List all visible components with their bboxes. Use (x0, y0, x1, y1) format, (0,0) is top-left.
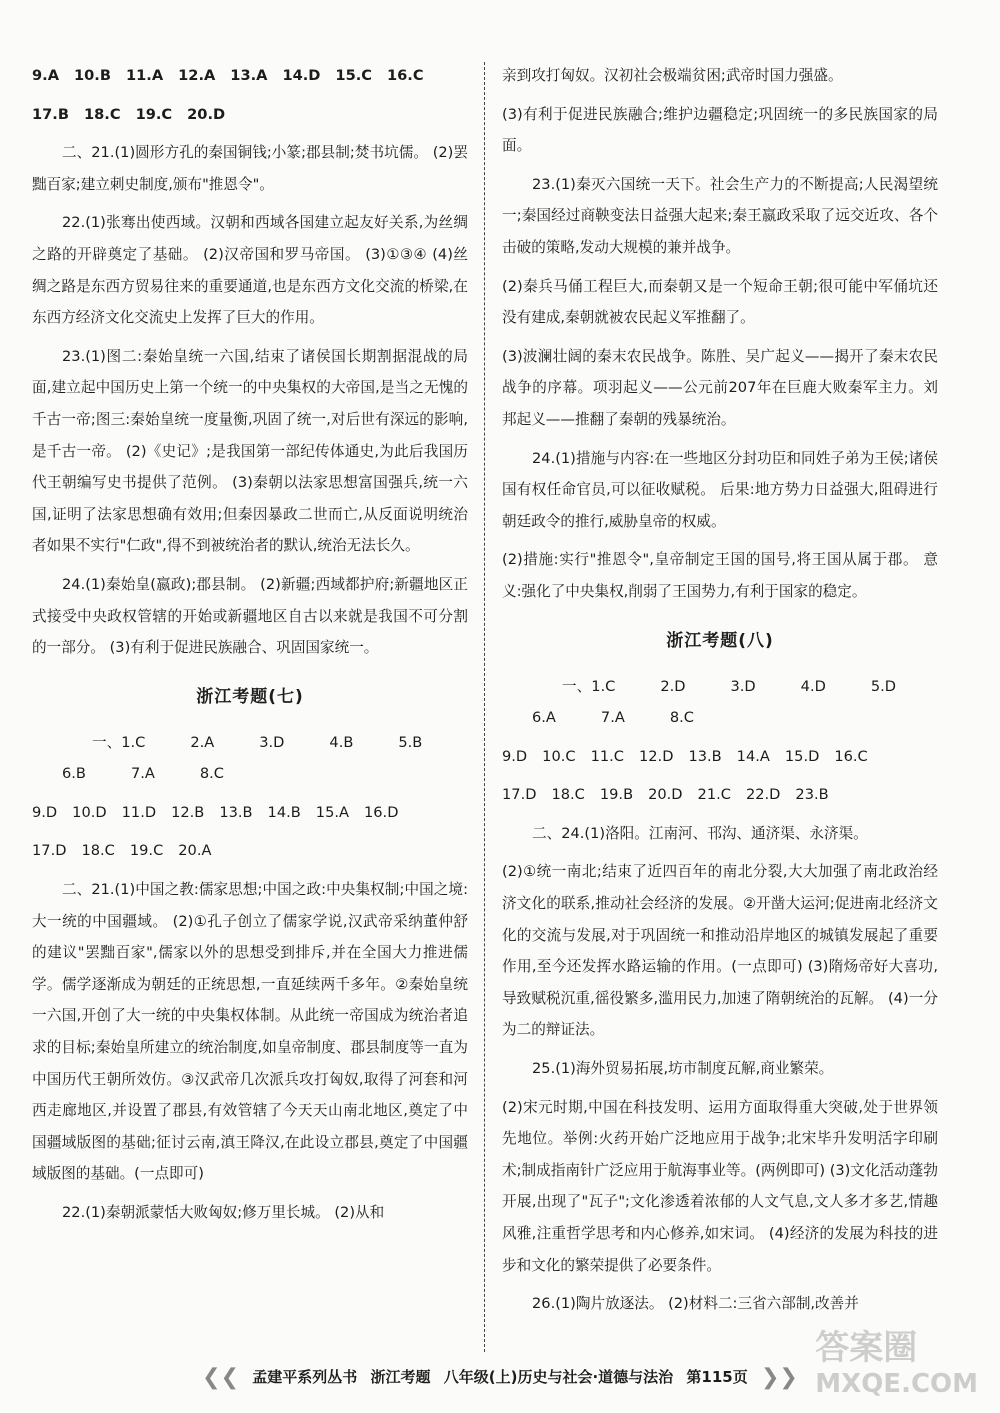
answer-paragraph: 24.(1)措施与内容:在一些地区分封功臣和同姓子弟为王侯;诸侯国有权任命官员,可以征收赋税。 后果:地方势力日益强大,阻碍进行朝廷政令的推行,威胁皇帝的权威。 (502, 449, 938, 530)
answer-item: 9.D (502, 747, 528, 765)
answer-item: 19.B (599, 786, 634, 804)
left-column (32, 60, 468, 1236)
answer-row (32, 797, 468, 829)
right-ornament-icon: ❯❯ (760, 1365, 798, 1390)
answer-row (502, 671, 938, 734)
answer-item: 5.B (398, 733, 423, 751)
answer-item: 13.B (219, 803, 253, 821)
answer-paragraph: (3)有利于促进民族融合;维护边疆稳定;巩固统一的多民族国家的局面。 (502, 105, 938, 155)
answer-item: 10.D (72, 803, 107, 821)
answer-item: 14.D (282, 67, 321, 84)
answer-item: 12.B (171, 803, 205, 821)
right-column (502, 60, 938, 1327)
answer-item: 16.C (834, 747, 868, 765)
section-heading: 浙江考题(八) (666, 630, 774, 651)
answer-row (32, 60, 468, 92)
answer-item: 7.A (600, 709, 625, 727)
answer-paragraph: 23.(1)图二:秦始皇统一六国,结束了诸侯国长期割据混战的局面,建立起中国历史上第一个统一的中央集权的大帝国,是当之无愧的千古一帝;图三:秦始皇统一度量衡,巩固了统一,对后世有深远的影响,是千古一帝。 (2)《史记》;是我国第一部纪传体通史,为此后我国历代王朝编写史书提供了范例。 (3)秦朝以法家思想富国强兵,统一六国,证明了法家思想确有效用;但秦因暴政二世而亡,从反面说明统治者如果不实行"仁政",得不到被统治者的默认,统治无法长久。 (32, 347, 468, 555)
answer-item: 4.D (800, 677, 826, 695)
answer-item: 23.B (795, 786, 829, 804)
answer-paragraph: 24.(1)秦始皇(嬴政);郡县制。 (2)新疆;西域都护府;新疆地区正式接受中央政权管辖的开始或新疆地区自古以来就是我国不可分割的一部分。 (3)有利于促进民族融合、巩固国家统一。 (32, 575, 468, 657)
watermark-line1: 答案圈 (815, 1328, 918, 1368)
answer-item: 4.B (329, 733, 354, 751)
answer-item: 一、1.C (562, 677, 616, 695)
answer-paragraph: (3)波澜壮阔的秦末农民战争。陈胜、吴广起义——揭开了秦末农民战争的序幕。项羽起义——公元前207年在巨鹿大败秦军主力。刘邦起义——推翻了秦朝的残暴统治。 (502, 347, 938, 428)
answer-item: 22.D (745, 786, 781, 804)
answer-paragraph: (2)秦兵马俑工程巨大,而秦朝又是一个短命王朝;很可能中军俑坑还没有建成,秦朝就被农民起义军推翻了。 (502, 277, 938, 327)
section-heading: 浙江考题(七) (196, 686, 304, 707)
answer-item: 17.B (32, 105, 69, 123)
answer-item: 18.C (551, 786, 585, 804)
answer-item: 18.C (83, 105, 121, 123)
answer-paragraph: 二、21.(1)中国之教:儒家思想;中国之政:中央集权制;中国之境:大一统的中国疆域。 (2)①孔子创立了儒家学说,汉武帝采纳董仲舒的建议"罢黜百家",儒家以外的思想受到排斥,并在全国大力推进儒学。儒学逐渐成为朝廷的正统思想,一直延续两千多年。②秦始皇统一六国,开创了大一统的中央集权体制。从此统一帝国成为统治者追求的目标;秦始皇所建立的统治制度,如皇帝制度、郡县制度等一直为中国历代王朝所效仿。③汉武帝几次派兵攻打匈奴,取得了河套和河西走廊地区,并设置了郡县,有效管辖了今天天山南北地区,奠定了中国疆域版图的基础;征讨云南,滇王降汉,在此设立郡县,奠定了中国疆域版图的基础。(一点即可) (32, 881, 468, 1183)
answer-paragraph: 亲到攻打匈奴。汉初社会极端贫困;武帝时国力强盛。 (502, 67, 843, 84)
answer-item: 7.A (130, 765, 155, 783)
answer-item: 14.A (736, 747, 770, 765)
watermark-line2: MXQE.COM (815, 1369, 978, 1399)
answer-paragraph: 22.(1)张骞出使西域。汉朝和西域各国建立起友好关系,为丝绸之路的开辟奠定了基础。 (2)汉帝国和罗马帝国。 (3)①③④ (4)丝绸之路是东西方贸易往来的重要通道,也是东西方文化交流的桥梁,在东西方经济文化交流史上发挥了巨大的作用。 (32, 214, 468, 327)
answer-item: 20.D (187, 105, 226, 123)
footer-series: 孟建平系列丛书 (252, 1368, 358, 1386)
answer-row (32, 99, 468, 131)
answer-item: 6.B (62, 765, 86, 783)
answer-paragraph: (2)措施:实行"推恩令",皇帝制定王国的国号,将王国从属于郡。 意义:强化了中央集权,削弱了王国势力,有利于国家的稳定。 (502, 551, 938, 600)
answer-item: 2.D (660, 677, 686, 695)
answer-paragraph: 二、21.(1)圆形方孔的秦国铜钱;小篆;郡县制;焚书坑儒。 (2)罢黜百家;建立刺史制度,颁布"推恩令"。 (32, 144, 468, 193)
answer-item: 13.A (230, 67, 268, 84)
answer-paragraph: 25.(1)海外贸易拓展,坊市制度瓦解,商业繁荣。 (532, 1060, 834, 1078)
answer-item: 21.C (697, 786, 731, 804)
answer-item: 6.A (532, 709, 556, 727)
answer-item: 15.C (335, 67, 372, 84)
answer-item: 20.A (178, 842, 212, 860)
answer-paragraph: 22.(1)秦朝派蒙恬大败匈奴;修万里长城。 (2)从和 (62, 1204, 385, 1221)
answer-item: 18.C (81, 842, 115, 860)
answer-item: 12.A (178, 67, 216, 84)
answer-paragraph: (2)①统一南北;结束了近四百年的南北分裂,大大加强了南北政治经济文化的联系,推动社会经济的发展。②开凿大运河;促进南北经济文化的交流与发展,对于巩固统一和推动沿岸地区的城镇发展起了重要作用,至今还发挥水路运输的作用。(一点即可) (3)隋炀帝好大喜功,导致赋税沉重,徭役繁多,滥用民力,加速了隋朝统治的瓦解。 (4)一分为二的辩证法。 (502, 863, 938, 1039)
answer-item: 10.B (74, 67, 111, 84)
answer-item: 19.C (135, 105, 173, 123)
answer-row (502, 779, 938, 811)
answer-item: 17.D (32, 842, 67, 860)
answer-item: 12.D (638, 747, 674, 765)
answer-item: 9.A (32, 67, 59, 84)
answer-item: 20.D (648, 786, 683, 804)
answer-item: 11.A (125, 67, 164, 84)
answer-item: 3.D (730, 677, 756, 695)
watermark (815, 1320, 978, 1399)
answer-item: 8.C (669, 709, 694, 727)
answer-row (32, 835, 468, 867)
answer-item: 14.B (267, 803, 301, 821)
answer-item: 8.C (199, 765, 224, 783)
answer-item: 9.D (32, 803, 58, 821)
answer-item: 15.A (315, 803, 349, 821)
answer-item: 16.C (387, 67, 424, 84)
left-ornament-icon: ❮❮ (202, 1365, 240, 1390)
answer-item: 19.C (129, 842, 164, 860)
answer-paragraph: (2)宋元时期,中国在科技发明、运用方面取得重大突破,处于世界领先地位。举例:火药开始广泛地应用于战争;北宋毕升发明活字印刷术;制成指南针广泛应用于航海事业等。(两例即可) (3)文化活动蓬勃开展,出现了"瓦子";文化渗透着浓郁的人文气息,文人多才多艺,情趣风雅,注重哲学思考和内心修养,如宋词。 (4)经济的发展为科技的进步和文化的繁荣提供了必要条件。 (502, 1098, 938, 1274)
footer-page-number: 第115页 (686, 1368, 748, 1386)
answer-item: 13.B (688, 747, 722, 765)
answer-item: 16.D (363, 803, 399, 821)
answer-item: 11.D (121, 803, 157, 821)
answer-row (502, 741, 938, 773)
answer-paragraph: 二、24.(1)洛阳。江南河、邗沟、通济渠、永济渠。 (532, 824, 868, 842)
answer-item: 5.D (870, 677, 896, 695)
footer-exam: 浙江考题 (370, 1368, 431, 1386)
answer-row (32, 727, 468, 790)
column-divider (484, 62, 485, 1352)
answer-item: 10.C (542, 747, 576, 765)
answer-item: 3.D (259, 733, 285, 751)
answer-item: 2.A (190, 733, 215, 751)
answer-paragraph: 26.(1)陶片放逐法。 (2)材料二:三省六部制,改善并 (532, 1295, 859, 1313)
footer-grade: 八年级(上)历史与社会·道德与法治 (443, 1368, 674, 1386)
answer-item: 15.D (784, 747, 820, 765)
answer-item: 一、1.C (92, 733, 146, 751)
answer-item: 17.D (502, 786, 537, 804)
answer-item: 11.C (590, 747, 624, 765)
answer-paragraph: 23.(1)秦灭六国统一天下。社会生产力的不断提高;人民渴望统一;秦国经过商鞅变法日益强大起来;秦王嬴政采取了远交近攻、各个击破的策略,发动大规模的兼并战争。 (502, 175, 938, 256)
